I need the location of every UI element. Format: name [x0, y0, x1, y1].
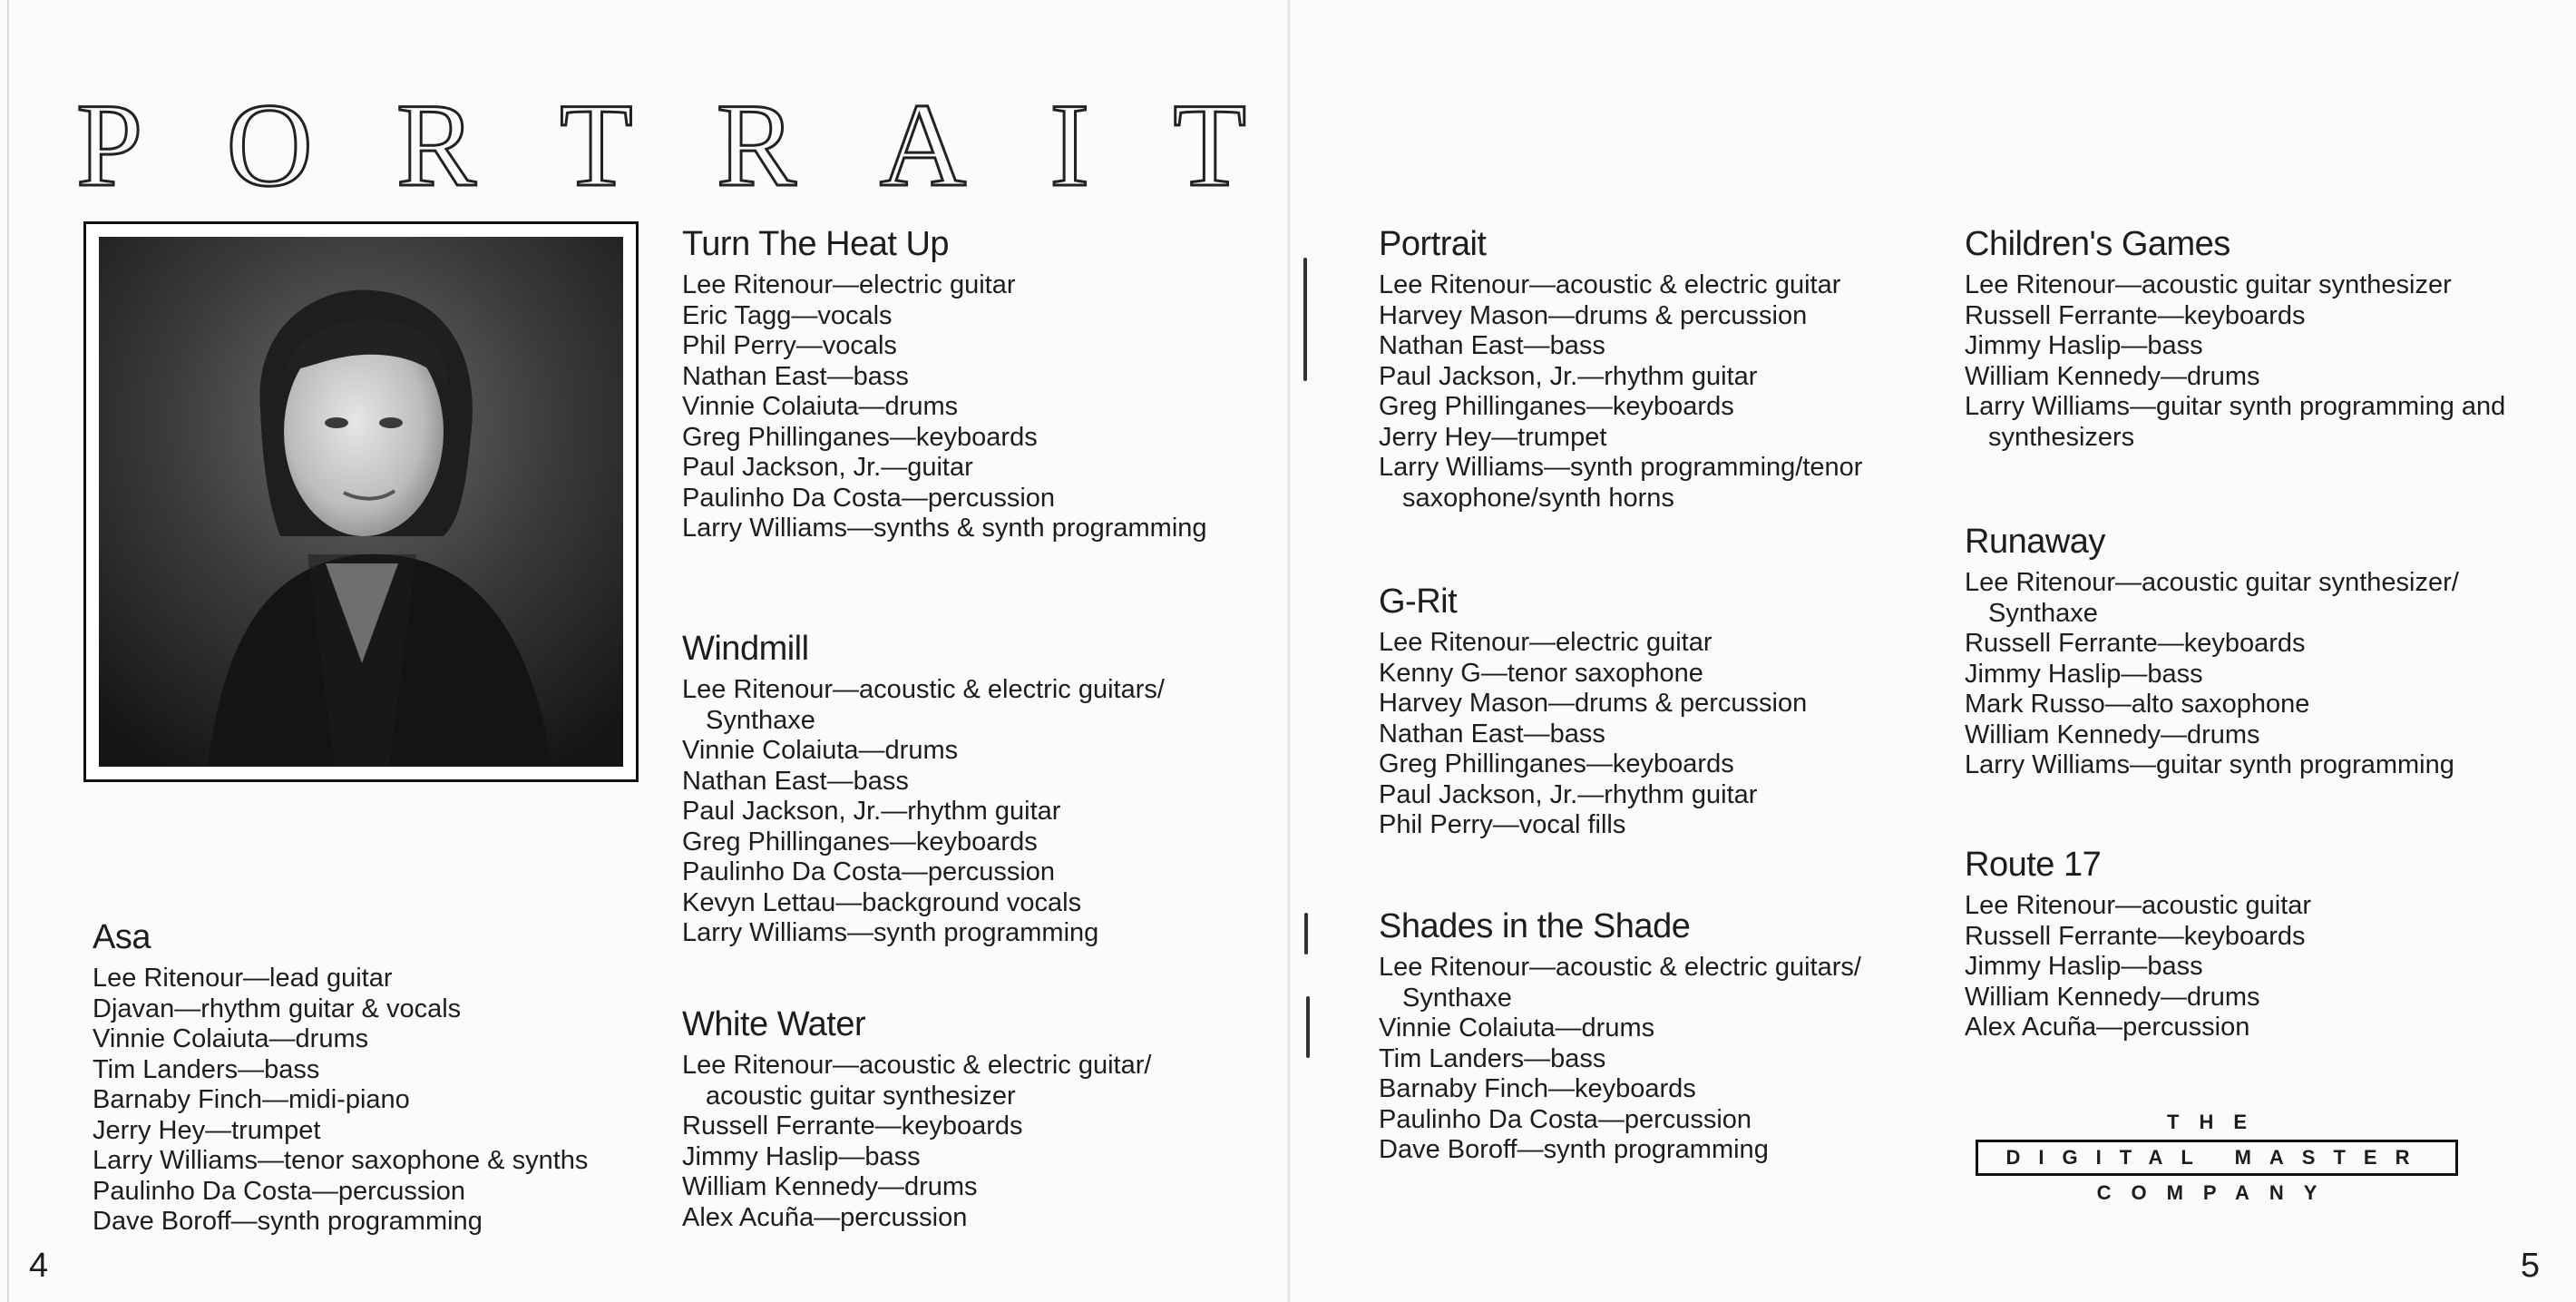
- personnel-line: Lee Ritenour—acoustic guitar synthesizer: [1965, 270, 2452, 299]
- personnel-line: Paul Jackson, Jr.—guitar: [682, 453, 973, 482]
- personnel-list: [682, 1051, 1226, 1233]
- personnel-line: Barnaby Finch—midi-piano: [93, 1085, 410, 1114]
- personnel-line: Kenny G—tenor saxophone: [1379, 658, 1703, 688]
- personnel-line: Nathan East—bass: [1379, 331, 1605, 360]
- personnel-list: [1379, 628, 1941, 841]
- title-letter: R: [395, 78, 476, 211]
- personnel-line: Harvey Mason—drums & percussion: [1379, 300, 1808, 330]
- personnel-line: Larry Williams—guitar synth programming: [1965, 750, 2454, 779]
- personnel-line: Paulinho Da Costa—percussion: [682, 857, 1056, 886]
- personnel-line: Paulinho Da Costa—percussion: [1379, 1104, 1752, 1134]
- page-number-left: 4: [29, 1247, 49, 1285]
- personnel-line: Lee Ritenour—acoustic & electric guitar/ acoustic guitar synthesizer: [682, 1051, 1152, 1111]
- personnel-line: Alex Acuña—percussion: [1965, 1013, 2250, 1042]
- personnel-line: Russell Ferrante—keyboards: [682, 1111, 1023, 1140]
- logo-the: THE: [2167, 1111, 2267, 1133]
- personnel-line: Russell Ferrante—keyboards: [1965, 629, 2306, 658]
- personnel-line: Dave Boroff—synth programming: [1379, 1135, 1769, 1164]
- song-title: Shades in the Shade: [1379, 907, 1691, 945]
- song-title: Runaway: [1965, 523, 2105, 561]
- personnel-line: Paul Jackson, Jr.—rhythm guitar: [1379, 361, 1758, 391]
- personnel-line: Larry Williams—synth programming: [682, 918, 1099, 947]
- personnel-line: Lee Ritenour—acoustic & electric guitars/ Synthaxe: [682, 675, 1165, 735]
- credit-block-route-17: [1965, 844, 2545, 1043]
- title-letter: P: [76, 78, 143, 211]
- song-title: Windmill: [682, 630, 809, 668]
- portrait-photo-frame: [83, 221, 639, 782]
- personnel-line: Paulinho Da Costa—percussion: [682, 483, 1056, 513]
- personnel-line: Jimmy Haslip—bass: [1965, 331, 2203, 360]
- song-title: G-Rit: [1379, 582, 1458, 621]
- portrait-illustration: [99, 237, 623, 767]
- song-title: Asa: [93, 918, 151, 956]
- song-title: White Water: [682, 1005, 866, 1043]
- personnel-line: Lee Ritenour—acoustic guitar synthesizer/ Synthaxe: [1965, 568, 2459, 628]
- personnel-line: Lee Ritenour—electric guitar: [1379, 628, 1712, 657]
- title-letter: T: [1173, 78, 1246, 211]
- title-letter: T: [560, 78, 633, 211]
- personnel-line: Vinnie Colaiuta—drums: [682, 392, 959, 421]
- credit-block-runaway: [1965, 521, 2545, 781]
- right-page: [1288, 0, 2576, 1302]
- personnel-line: William Kennedy—drums: [1965, 982, 2260, 1012]
- personnel-line: Tim Landers—bass: [93, 1054, 320, 1084]
- personnel-line: Mark Russo—alto saxophone: [1965, 690, 2310, 719]
- song-title: Turn The Heat Up: [682, 225, 950, 263]
- personnel-line: Greg Phillinganes—keyboards: [1379, 749, 1734, 778]
- personnel-line: William Kennedy—drums: [682, 1172, 978, 1201]
- personnel-line: Paulinho Da Costa—percussion: [93, 1176, 466, 1206]
- personnel-list: [682, 270, 1226, 544]
- personnel-line: Vinnie Colaiuta—drums: [682, 736, 959, 765]
- title-letter: A: [879, 78, 967, 211]
- logo-company: COMPANY: [2096, 1181, 2337, 1204]
- personnel-list: [1379, 270, 1941, 514]
- personnel-line: Kevyn Lettau—background vocals: [682, 887, 1082, 917]
- digital-master-company-logo: [1976, 1109, 2458, 1207]
- personnel-line: Larry Williams—tenor saxophone & synths: [93, 1146, 589, 1175]
- personnel-line: Lee Ritenour—electric guitar: [682, 270, 1016, 299]
- personnel-line: Nathan East—bass: [682, 766, 909, 796]
- personnel-line: Lee Ritenour—acoustic & electric guitars/ Synthaxe: [1379, 953, 1861, 1013]
- personnel-line: Lee Ritenour—acoustic & electric guitar: [1379, 270, 1841, 299]
- personnel-list: [1379, 953, 1941, 1166]
- credit-block-shades-in-the-shade: [1379, 906, 1941, 1166]
- personnel-line: Paul Jackson, Jr.—rhythm guitar: [1379, 779, 1758, 809]
- page-number-right: 5: [2520, 1247, 2540, 1285]
- personnel-line: Lee Ritenour—acoustic guitar: [1965, 891, 2312, 920]
- personnel-line: Dave Boroff—synth programming: [93, 1207, 483, 1236]
- album-title: [76, 78, 1246, 211]
- personnel-line: Jimmy Haslip—bass: [1965, 659, 2203, 689]
- personnel-line: Djavan—rhythm guitar & vocals: [93, 994, 462, 1023]
- title-letter: O: [226, 78, 313, 211]
- credit-block-white-water: [682, 1003, 1226, 1233]
- personnel-list: [1965, 270, 2545, 453]
- personnel-line: Harvey Mason—drums & percussion: [1379, 689, 1808, 718]
- credit-block-portrait: [1379, 223, 1941, 514]
- credit-block-g-rit: [1379, 581, 1941, 841]
- song-title: Children's Games: [1965, 225, 2230, 263]
- personnel-line: Jimmy Haslip—bass: [1965, 952, 2203, 981]
- credit-block-asa: [93, 916, 600, 1238]
- song-title: Route 17: [1965, 846, 2102, 884]
- personnel-line: Phil Perry—vocal fills: [1379, 810, 1626, 839]
- personnel-list: [93, 964, 600, 1238]
- credit-block-childrens-games: [1965, 223, 2545, 453]
- personnel-line: William Kennedy—drums: [1965, 361, 2260, 391]
- personnel-line: Vinnie Colaiuta—drums: [1379, 1013, 1655, 1043]
- song-title: Portrait: [1379, 225, 1487, 263]
- portrait-photo: [99, 237, 623, 767]
- personnel-line: Tim Landers—bass: [1379, 1043, 1606, 1073]
- personnel-line: Jerry Hey—trumpet: [93, 1115, 321, 1145]
- personnel-line: Barnaby Finch—keyboards: [1379, 1074, 1696, 1103]
- personnel-list: [1965, 891, 2545, 1043]
- personnel-line: Nathan East—bass: [1379, 719, 1605, 749]
- personnel-line: Eric Tagg—vocals: [682, 300, 893, 330]
- personnel-line: Lee Ritenour—lead guitar: [93, 964, 393, 993]
- personnel-line: Russell Ferrante—keyboards: [1965, 300, 2306, 330]
- personnel-list: [682, 675, 1226, 949]
- personnel-line: Larry Williams—synths & synth programming: [682, 514, 1207, 543]
- personnel-line: Alex Acuña—percussion: [682, 1202, 968, 1232]
- personnel-line: William Kennedy—drums: [1965, 720, 2260, 749]
- personnel-line: Paul Jackson, Jr.—rhythm guitar: [682, 797, 1061, 826]
- personnel-list: [1965, 568, 2545, 781]
- personnel-line: Larry Williams—synth programming/tenor saxophone/synth horns: [1379, 453, 1863, 513]
- title-letter: R: [716, 78, 796, 211]
- personnel-line: Greg Phillinganes—keyboards: [682, 422, 1038, 452]
- personnel-line: Russell Ferrante—keyboards: [1965, 921, 2306, 951]
- personnel-line: Larry Williams—guitar synth programming and synthesizers: [1965, 392, 2506, 452]
- personnel-line: Phil Perry—vocals: [682, 331, 897, 360]
- personnel-line: Jimmy Haslip—bass: [682, 1141, 921, 1171]
- logo-name: DIGITAL MASTER: [1976, 1140, 2458, 1176]
- personnel-line: Greg Phillinganes—keyboards: [682, 827, 1038, 857]
- personnel-line: Vinnie Colaiuta—drums: [93, 1024, 369, 1053]
- personnel-line: Greg Phillinganes—keyboards: [1379, 392, 1734, 421]
- credit-block-turn-the-heat-up: [682, 223, 1226, 544]
- personnel-line: Nathan East—bass: [682, 361, 909, 391]
- personnel-line: Jerry Hey—trumpet: [1379, 422, 1607, 452]
- title-letter: I: [1049, 78, 1090, 211]
- credit-block-windmill: [682, 628, 1226, 949]
